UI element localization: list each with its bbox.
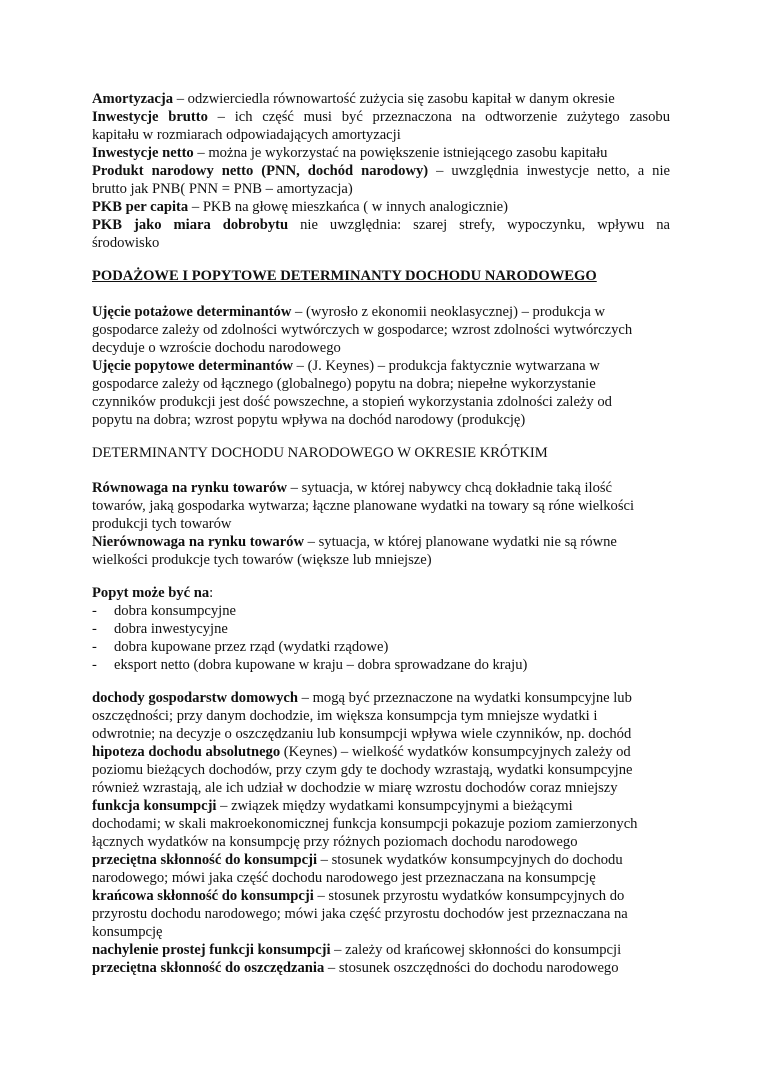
term: Ujęcie popytowe determinantów [92, 358, 294, 374]
def-popytowe: Ujęcie popytowe determinantów – (J. Keynes) – produkcja faktycznie wytwarzana w [92, 358, 600, 374]
text-line: również wzrastają, ale ich udział w dochodzie w miarę wzrostu dochodów coraz mniejszy [92, 780, 618, 796]
def-hipoteza: hipoteza dochodu absolutnego (Keynes) – wielkość wydatków konsumpcyjnych zależy od [92, 744, 631, 760]
def-pkb-dobrobyt: PKB jako miara dobrobytu nie uwzględnia: szarej strefy, wypoczynku, wpływu na [92, 217, 670, 233]
term: funkcja konsumpcji [92, 798, 217, 814]
def-pkb-per-capita: PKB per capita – PKB na głowę mieszkańca ( w innych analogicznie) [92, 199, 508, 215]
def-przecietna-konsumpcja: przeciętna skłonność do konsumpcji – stosunek wydatków konsumpcyjnych do dochodu [92, 852, 623, 868]
section-heading-1: PODAŻOWE I POPYTOWE DETERMINANTY DOCHODU NARODOWEGO [92, 268, 597, 284]
text-line: odwrotnie; na decyzje o oszczędzaniu lub konsumpcji wpływa wiele czynników, np. dochód [92, 726, 632, 742]
term: Amortyzacja [92, 91, 174, 107]
text-line: środowisko [92, 235, 160, 251]
text-line: konsumpcję [92, 924, 163, 940]
def-krancowa: krańcowa skłonność do konsumpcji – stosunek przyrostu wydatków konsumpcyjnych do [92, 888, 625, 904]
text-line: produkcji tych towarów [92, 516, 232, 532]
def-dochody: dochody gospodarstw domowych – mogą być przeznaczone na wydatki konsumpcyjne lub [92, 690, 632, 706]
term: hipoteza dochodu absolutnego [92, 744, 281, 760]
text-line: kapitału w rozmiarach odpowiadających amortyzacji [92, 127, 401, 143]
def-amortyzacja: Amortyzacja – odzwierciedla równowartość zużycia się zasobu kapitał w danym okresie [92, 91, 615, 107]
text-line: łącznych wydatków na konsumpcję przy różnych poziomach dochodu narodowego [92, 834, 578, 850]
def-inwestycje-brutto: Inwestycje brutto – ich część musi być przeznaczona na odtworzenie zużytego zasobu [92, 109, 670, 125]
text-line: popytu na dobra; wzrost popytu wpływa na dochód narodowy (produkcję) [92, 412, 526, 428]
term: Nierównowaga na rynku towarów [92, 534, 305, 550]
term: Równowaga na rynku towarów [92, 480, 288, 496]
def-podazowe: Ujęcie potażowe determinantów – (wyrosło z ekonomii neoklasycznej) – produkcja w [92, 304, 606, 320]
term: Popyt może być na [92, 585, 210, 601]
list-item: dobra inwestycyjne [114, 621, 228, 637]
def-nachylenie: nachylenie prostej funkcji konsumpcji – zależy od krańcowej skłonności do konsumpcji [92, 942, 622, 958]
term: Inwestycje brutto [92, 109, 208, 125]
list-item: dobra kupowane przez rząd (wydatki rządowe) [114, 639, 389, 655]
text-line: wielkości produkcje tych towarów (większe lub mniejsze) [92, 552, 432, 568]
text-line: oszczędności; przy danym dochodzie, im większa konsumpcja tym mniejsze wydatki i [92, 708, 598, 724]
list-dash: - [92, 657, 97, 673]
term: PKB jako miara dobrobytu [92, 217, 289, 233]
def-przecietna-oszczedzania: przeciętna skłonność do oszczędzania – stosunek oszczędności do dochodu narodowego [92, 960, 619, 976]
def-pnn: Produkt narodowy netto (PNN, dochód narodowy) – uwzględnia inwestycje netto, a nie [92, 163, 670, 179]
text-line: brutto jak PNB( PNN = PNB – amortyzacja) [92, 181, 353, 197]
term: nachylenie prostej funkcji konsumpcji [92, 942, 331, 958]
text-line: decyduje o wzroście dochodu narodowego [92, 340, 341, 356]
def-inwestycje-netto: Inwestycje netto – można je wykorzystać na powiększenie istniejącego zasobu kapitału [92, 145, 608, 161]
term: PKB per capita [92, 199, 189, 215]
text-line: poziomu bieżących dochodów, przy czym gdy te dochody wzrastają, wydatki konsumpcyjne [92, 762, 633, 778]
section-heading-2: DETERMINANTY DOCHODU NARODOWEGO W OKRESIE KRÓTKIM [92, 445, 548, 461]
term: przeciętna skłonność do konsumpcji [92, 852, 318, 868]
list-item: eksport netto (dobra kupowane w kraju – dobra sprowadzane do kraju) [114, 657, 528, 673]
text-line: narodowego; mówi jaka część dochodu narodowego jest przeznaczana na konsumpcję [92, 870, 596, 886]
list-dash: - [92, 603, 97, 619]
text-line: przyrostu dochodu narodowego; mówi jaka część przyrostu dochodów jest przeznaczana na [92, 906, 628, 922]
list-item: dobra konsumpcyjne [114, 603, 236, 619]
text-line: gospodarce zależy od łącznego (globalnego) popytu na dobra; niepełne wykorzystanie [92, 376, 596, 392]
text-line: gospodarce zależy od zdolności wytwórczych w gospodarce; wzrost zdolności wytwórczych [92, 322, 633, 338]
term: Inwestycje netto [92, 145, 194, 161]
term: Ujęcie potażowe determinantów [92, 304, 292, 320]
term: przeciętna skłonność do oszczędzania [92, 960, 325, 976]
text-line: czynników produkcji jest dość powszechne, a stopień wykorzystania zdolności zależy od [92, 394, 612, 410]
term: dochody gospodarstw domowych [92, 690, 298, 706]
text-line: towarów, jaką gospodarka wytwarza; łączne planowane wydatki na towary są róne wielkości [92, 498, 635, 514]
list-dash: - [92, 621, 97, 637]
def-rownowaga: Równowaga na rynku towarów – sytuacja, w której nabywcy chcą dokładnie taką ilość [92, 480, 613, 496]
def-nierownowaga: Nierównowaga na rynku towarów – sytuacja, w której planowane wydatki nie są równe [92, 534, 617, 550]
term: krańcowa skłonność do konsumpcji [92, 888, 314, 904]
def-funkcja-konsumpcji: funkcja konsumpcji – związek między wydatkami konsumpcyjnymi a bieżącymi [92, 798, 573, 814]
text-line: dochodami; w skali makroekonomicznej funkcja konsumpcji pokazuje poziom zamierzonych [92, 816, 638, 832]
term: Produkt narodowy netto (PNN, dochód narodowy) [92, 163, 429, 179]
popyt-heading: Popyt może być na: [92, 585, 214, 601]
list-dash: - [92, 639, 97, 655]
